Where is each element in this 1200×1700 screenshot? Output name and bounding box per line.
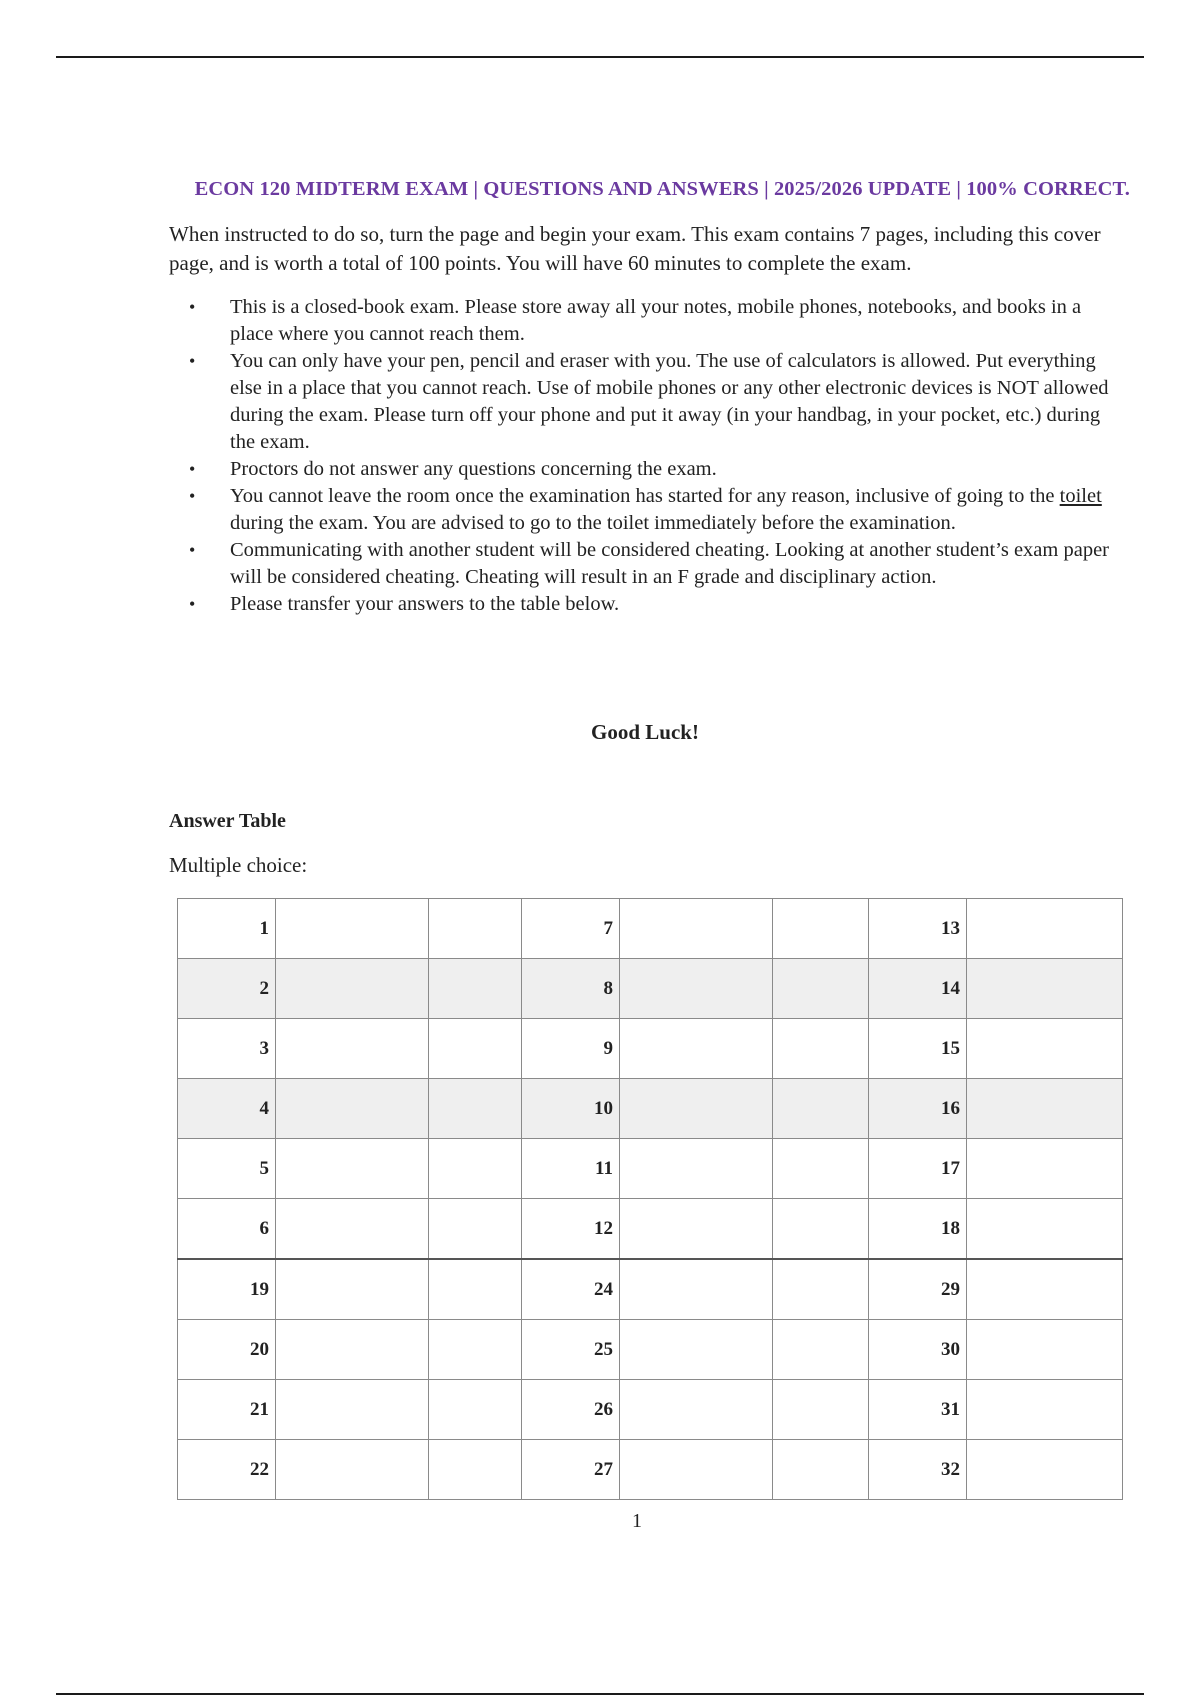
answer-cell[interactable] (620, 959, 773, 1019)
answer-cell[interactable] (620, 1079, 773, 1139)
answer-cell[interactable] (620, 1440, 773, 1500)
spacer-cell (773, 1139, 869, 1199)
table-row (178, 1019, 1123, 1079)
answer-cell[interactable] (276, 1199, 429, 1260)
question-number: 17 (869, 1139, 967, 1199)
answer-cell[interactable] (276, 1259, 429, 1320)
question-number: 3 (178, 1019, 276, 1079)
answer-table-heading: Answer Table (169, 810, 286, 832)
question-number: 32 (869, 1440, 967, 1500)
answer-cell[interactable] (276, 1079, 429, 1139)
question-number: 6 (178, 1199, 276, 1260)
question-number: 18 (869, 1199, 967, 1260)
rule-text: Please transfer your answers to the table below. (230, 593, 620, 615)
question-number: 26 (522, 1380, 620, 1440)
table-row (178, 1259, 1123, 1320)
spacer-cell (429, 899, 522, 959)
multiple-choice-label: Multiple choice: (169, 853, 308, 877)
spacer-cell (773, 1320, 869, 1380)
spacer-cell (773, 1380, 869, 1440)
rule-item (169, 456, 1114, 483)
table-row (178, 1139, 1123, 1199)
rule-item (169, 591, 1114, 618)
table-row (178, 1380, 1123, 1440)
question-number: 29 (869, 1259, 967, 1320)
question-number: 2 (178, 959, 276, 1019)
question-number: 16 (869, 1079, 967, 1139)
bullet-icon: • (189, 594, 196, 614)
spacer-cell (429, 1139, 522, 1199)
question-number: 10 (522, 1079, 620, 1139)
question-number: 21 (178, 1380, 276, 1440)
spacer-cell (773, 1199, 869, 1260)
question-number: 24 (522, 1259, 620, 1320)
table-row (178, 1199, 1123, 1260)
spacer-cell (429, 1199, 522, 1260)
answer-cell[interactable] (620, 1199, 773, 1260)
question-number: 7 (522, 899, 620, 959)
answer-cell[interactable] (276, 1139, 429, 1199)
spacer-cell (429, 1259, 522, 1320)
rule-text: You can only have your pen, pencil and eraser with you. The use of calculators is allowed. Put everything else in a place that you cannot reach. Use of mobile phones or any other electronic devices is NOT allowed during the exam. Please turn off your phone and put it away (in your handbag, in your pocket, etc.) during the exam. (230, 350, 1109, 453)
spacer-cell (773, 1079, 869, 1139)
answer-cell[interactable] (620, 1320, 773, 1380)
table-row (178, 959, 1123, 1019)
answer-cell[interactable] (967, 1380, 1123, 1440)
good-luck-text: Good Luck! (591, 720, 699, 744)
answer-cell[interactable] (967, 959, 1123, 1019)
rule-item (169, 483, 1114, 537)
answer-cell[interactable] (967, 1440, 1123, 1500)
spacer-cell (773, 1440, 869, 1500)
answer-cell[interactable] (967, 1079, 1123, 1139)
question-number: 20 (178, 1320, 276, 1380)
table-row (178, 1440, 1123, 1500)
rule-item (169, 348, 1114, 456)
question-number: 4 (178, 1079, 276, 1139)
bullet-icon: • (189, 351, 196, 371)
question-number: 9 (522, 1019, 620, 1079)
spacer-cell (773, 899, 869, 959)
answer-cell[interactable] (967, 1139, 1123, 1199)
question-number: 30 (869, 1320, 967, 1380)
answer-cell[interactable] (967, 1199, 1123, 1260)
question-number: 19 (178, 1259, 276, 1320)
spacer-cell (429, 1019, 522, 1079)
exam-rules-list (169, 294, 1114, 618)
question-number: 13 (869, 899, 967, 959)
question-number: 1 (178, 899, 276, 959)
spacer-cell (773, 1019, 869, 1079)
answer-cell[interactable] (276, 1380, 429, 1440)
answer-cell[interactable] (967, 1320, 1123, 1380)
bottom-rule (56, 1693, 1144, 1695)
rule-text-end: during the exam. You are advised to go to the toilet immediately before the examination. (230, 512, 956, 534)
rule-text: Communicating with another student will be considered cheating. Looking at another student’s exam paper will be considered cheating. Cheating will result in an F grade and disciplinary action. (230, 539, 1109, 588)
spacer-cell (773, 959, 869, 1019)
table-row (178, 1320, 1123, 1380)
bullet-icon: • (189, 297, 196, 317)
table-row (178, 899, 1123, 959)
question-number: 5 (178, 1139, 276, 1199)
question-number: 22 (178, 1440, 276, 1500)
rule-item (169, 537, 1114, 591)
question-number: 15 (869, 1019, 967, 1079)
answer-cell[interactable] (967, 1019, 1123, 1079)
table-row (178, 1079, 1123, 1139)
bullet-icon: • (189, 486, 196, 506)
answer-cell[interactable] (620, 1259, 773, 1320)
rule-text: Proctors do not answer any questions concerning the exam. (230, 458, 717, 480)
answer-cell[interactable] (620, 899, 773, 959)
question-number: 8 (522, 959, 620, 1019)
question-number: 12 (522, 1199, 620, 1260)
question-number: 25 (522, 1320, 620, 1380)
spacer-cell (429, 1380, 522, 1440)
answer-table (177, 898, 1123, 1500)
question-number: 14 (869, 959, 967, 1019)
answer-cell[interactable] (620, 1380, 773, 1440)
answer-cell[interactable] (967, 1259, 1123, 1320)
question-number: 31 (869, 1380, 967, 1440)
question-number: 11 (522, 1139, 620, 1199)
answer-cell[interactable] (276, 1440, 429, 1500)
bullet-icon: • (189, 540, 196, 560)
exam-title: ECON 120 MIDTERM EXAM | QUESTIONS AND ANSWERS | 2025/2026 UPDATE | 100% CORRECT. (194, 178, 1130, 200)
rule-text-start: You cannot leave the room once the examination has started for any reason, inclusive of going to the (230, 485, 1060, 507)
answer-cell[interactable] (276, 959, 429, 1019)
spacer-cell (773, 1259, 869, 1320)
spacer-cell (429, 1440, 522, 1500)
spacer-cell (429, 959, 522, 1019)
answer-cell[interactable] (276, 899, 429, 959)
answer-cell[interactable] (276, 1019, 429, 1079)
question-number: 27 (522, 1440, 620, 1500)
answer-cell[interactable] (967, 899, 1123, 959)
answer-cell[interactable] (620, 1139, 773, 1199)
top-rule (56, 56, 1144, 58)
answer-cell[interactable] (276, 1320, 429, 1380)
rule-text: This is a closed-book exam. Please store away all your notes, mobile phones, notebooks, and books in a place where you cannot reach them. (230, 296, 1082, 345)
spacer-cell (429, 1079, 522, 1139)
rule-item (169, 294, 1114, 348)
page-number: 1 (632, 1510, 642, 1532)
bullet-icon: • (189, 459, 196, 479)
intro-paragraph: When instructed to do so, turn the page and begin your exam. This exam contains 7 pages, including this cover page, and is worth a total of 100 points. You will have 60 minutes to complete the exam. (169, 222, 1101, 275)
toilet-underlined: toilet (1059, 485, 1102, 507)
answer-cell[interactable] (620, 1019, 773, 1079)
spacer-cell (429, 1320, 522, 1380)
